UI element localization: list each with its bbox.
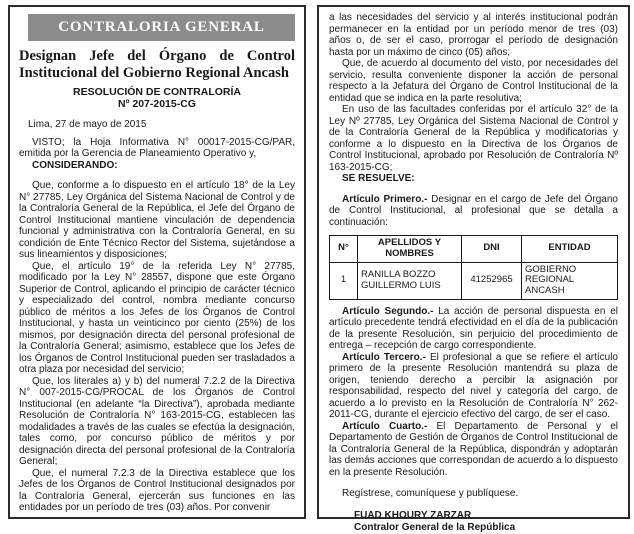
considerando-paragraph: Que, el numeral 7.2.3 de la Directiva establece que los Jefes de los Órganos de Control Institucional designados por la Contraloría General, ejercerán sus funciones en las entidades por un período de tres (03) años. Por convenir <box>19 467 295 513</box>
articulo-primero-text: Designar en el cargo de Jefe del Órgano de Control Institucional, al profesional que se detalla a continuación: <box>329 193 618 228</box>
table-cell-num: 1 <box>330 262 358 299</box>
left-column <box>8 5 306 519</box>
articulo-segundo-text: La acción de personal dispuesta en el artículo precedente tendrá efectividad en el día de la publicación de la presente Resolución, sin perjuicio del procedimiento de entrega – recepción de cargo correspondiente. <box>329 305 618 352</box>
articulo-tercero-lead: Artículo Tercero.- <box>342 351 426 363</box>
articulo-tercero-text: El profesional a que se refiere el artículo primero de la presente Resolución mantendrá su plaza de origen, teniendo derecho a percibir la asignación por responsabilidad, respecto del nivel y categoría del cargo, de acuerdo a lo previsto en la Resolución de Contraloría N° 262-2011-CG, durante el ejercicio efectivo del cargo, de ser el caso. <box>329 351 618 421</box>
table-header-row <box>330 236 618 263</box>
closing-formula: Regístrese, comuníquese y publíquese. <box>342 488 519 500</box>
resolution-heading <box>19 86 295 110</box>
considerando-paragraph: Que, los literales a) y b) del numeral 7.2.2 de la Directiva N° 007-2015-CG/PROCAL de los Órganos de Control Institucional (en adelante “la Directiva”), aprobada mediante Resolución de Contraloría N° 163-2015-CG, establecen las modalidades a través de las cuales se efectúa la designación, tales como, por concurso público de méritos y por designación directa del personal profesional de la Contraloría General; <box>19 375 295 467</box>
table-header-num: N° <box>330 236 358 263</box>
right-column <box>317 5 630 533</box>
section-banner <box>28 14 295 41</box>
table-header-entity: ENTIDAD <box>522 236 618 263</box>
table-cell-entity: GOBIERNO REGIONAL ANCASH <box>522 262 618 299</box>
facultades-paragraph: En uso de las facultades conferidas por el artículo 32° de la Ley Nº 27785, Ley Orgánica del Sistema Nacional de Control y de la Contraloría General de la República y modificatorias y conforme a lo dispuesto en la Directiva de los Órganos de Control Institucional, aprobado por Resolución de Contraloría Nº 163-2015-CG; <box>329 104 618 173</box>
table-row <box>330 262 618 299</box>
resolution-summary-title: Designan Jefe del Órgano de Control Institucional del Gobierno Regional Ancash <box>19 48 295 81</box>
considerando-paragraph: Que, conforme a lo dispuesto en el artículo 18° de la Ley N° 27785, Ley Orgánica del Sistema Nacional de Control y de la Contraloría General de la República, el Jefe del Órgano de Control Institucional mantiene vinculación de dependencia funcional y administrativa con la Contraloría General, en su condición de Ente Técnico Rector del Sistema, sujetándose a sus lineamientos y disposiciones; <box>19 180 295 260</box>
articulo-cuarto-paragraph <box>329 421 618 479</box>
signature-title: Contralor General de la República <box>354 521 516 533</box>
articulo-cuarto-lead: Artículo Cuarto.- <box>342 420 428 432</box>
resolution-heading-line1: RESOLUCIÓN DE CONTRALORÍA <box>73 86 241 98</box>
articulo-cuarto-text: El Departamento de Personal y el Departamento de Gestión de Órganos de Control Institucional de la Contraloría General de la República, dispondrán y adoptarán las demás acciones que correspondan de acuerdo a lo dispuesto en la presente Resolución. <box>329 420 618 478</box>
signature-block <box>354 510 618 534</box>
articulo-segundo-lead: Artículo Segundo.- <box>342 305 434 317</box>
signature-name: FUAD KHOURY ZARZAR <box>354 509 472 521</box>
articulo-tercero-paragraph <box>329 352 618 421</box>
section-banner-text: CONTRALORIA GENERAL <box>58 19 265 35</box>
visto-paragraph: VISTO; la Hoja Informativa N° 00017-2015-CG/PAR, emitida por la Gerencia de Planeamiento Operativo y, <box>19 136 295 159</box>
considerando-paragraph: Que, de acuerdo al documento del visto, por necesidades del servicio, resulta conveniente disponer la acción de personal respecto a la Jefatura del Órgano de Control Institucional de la entidad que se indica en la parte resolutiva; <box>329 58 618 104</box>
table-cell-dni: 41252965 <box>462 262 522 299</box>
articulo-segundo-paragraph <box>329 306 618 352</box>
continuation-paragraph: a las necesidades del servicio y al interés institucional podrán permanecer en la entidad por un período menor de tres (03) años o, de ser el caso, prorrogar el período de designación hasta por un máximo de cinco (05) años; <box>329 12 618 58</box>
dateline: Lima, 27 de mayo de 2015 <box>28 119 147 130</box>
considerando-label: CONSIDERANDO: <box>32 159 118 171</box>
table-cell-name: RANILLA BOZZO GUILLERMO LUIS <box>358 262 462 299</box>
articulo-primero-lead: Artículo Primero.- <box>342 193 428 205</box>
resolution-heading-line2: Nº 207-2015-CG <box>118 98 196 110</box>
se-resuelve-label: SE RESUELVE: <box>342 173 415 184</box>
table-header-name: APELLIDOS Y NOMBRES <box>358 236 462 263</box>
articulo-primero-paragraph <box>329 194 618 229</box>
considerando-paragraph: Que, el artículo 19° de la referida Ley N° 27785, modificado por la Ley N° 28557, dispone que este Órgano Superior de Control, aplicando el principio de carácter técnico y especializado del control, nombra mediante concurso público de méritos a los Jefes de los Órganos de Control Institucional, y hasta un veinticinco por ciento (25%) de los mismos, por designación directa del personal profesional de la Contraloría General; asimismo, establece que los Jefes de los Órganos de Control Institucional pueden ser trasladados a otra plaza por necesidad del servicio; <box>19 260 295 375</box>
designation-table <box>329 235 618 300</box>
table-header-dni: DNI <box>462 236 522 263</box>
